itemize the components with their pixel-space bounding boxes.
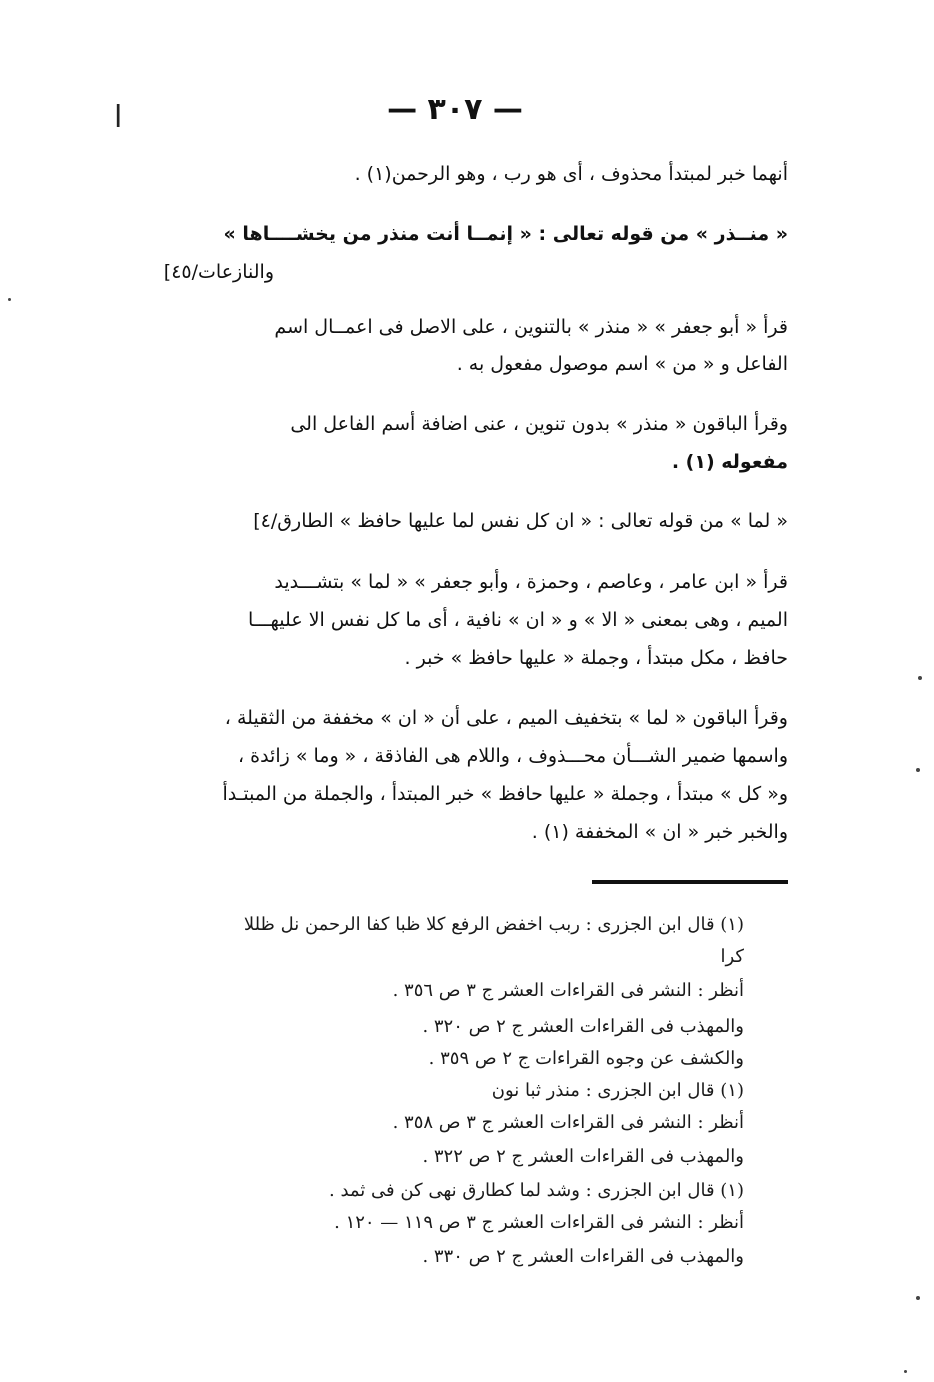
scan-speck (904, 1370, 907, 1373)
body-line: « لما » من قوله تعالى : « ان كل نفس لما عليها حافظ » الطارق/٤] (253, 510, 788, 532)
footnote-line: أنظر : النشر فى القراءات العشر ج ٣ ص ٣٥٦ . (392, 980, 744, 1001)
footnote-separator (592, 880, 788, 884)
body-line: والخبر خبر « ان » المخففة (١) . (531, 821, 788, 843)
body-line: وقرأ الباقون « لما » بتخفيف الميم ، على أن « ان » مخففة من الثقيلة ، (224, 707, 788, 729)
scan-speck (916, 1296, 920, 1300)
body-line: و« كل » مبتدأ ، وجملة « عليها حافظ » خبر المبتدأ ، والجملة من المبتـدأ (222, 783, 788, 805)
body-line: الميم ، وهى بمعنى « الا » و « ان » نافية ، أى ما كل نفس الا عليهـــا (248, 609, 788, 631)
body-line: قرأ « ابن عامر ، وعاصم ، وحمزة ، وأبو جعفر » « لما » بتشـــديد (274, 571, 788, 593)
margin-mark: ا (114, 100, 123, 135)
scan-speck (916, 768, 920, 772)
footnote-line: أنظر : النشر فى القراءات العشر ج ٣ ص ١١٩ — ١٢٠ . (334, 1212, 744, 1233)
page-number: — ٣٠٧ — (387, 92, 523, 127)
footnote-line: والكشف عن وجوه القراءات ج ٢ ص ٣٥٩ . (428, 1048, 744, 1069)
body-line: الفاعل و « من » اسم موصول مفعول به . (456, 353, 788, 375)
body-line: قرأ « أبو جعفر » « منذر » بالتنوين ، على الاصل فى اعمــال اسم (274, 316, 788, 338)
footnote-line: (١) قال ابن الجزرى : ربب اخفض الرفع كلا ظبا كفا الرحمن نل ظللا (243, 914, 744, 935)
body-line: « منــذر » من قوله تعالى : « إنمــا أنت منذر من يخشــــاها » (223, 223, 788, 245)
body-line: وقرأ الباقون « منذر » بدون تنوين ، عنى اضافة أسم الفاعل الى (290, 413, 788, 435)
footnote-line: (١) قال ابن الجزرى : وشد لما كطارق نهى كن فى ثمد . (329, 1180, 744, 1201)
footnote-line: (١) قال ابن الجزرى : منذر ثبا نون (491, 1080, 744, 1101)
scan-speck (8, 298, 11, 301)
footnote-line: والمهذب فى القراءات العشر ج ٢ ص ٣٢٢ . (422, 1146, 744, 1167)
footnote-line: أنظر : النشر فى القراءات العشر ج ٣ ص ٣٥٨ . (392, 1112, 744, 1133)
footnote-line: والمهذب فى القراءات العشر ج ٢ ص ٣٣٠ . (422, 1246, 744, 1267)
body-line: حافظ ، مكل مبتدأ ، وجملة « عليها حافظ » خبر . (404, 647, 788, 669)
body-line: مفعوله (١) . (671, 451, 788, 473)
footnote-line: والمهذب فى القراءات العشر ج ٢ ص ٣٢٠ . (422, 1016, 744, 1037)
body-line: أنهما خبر لمبتدأ محذوف ، أى هو رب ، وهو الرحمن(١) . (354, 163, 788, 185)
scan-speck (918, 676, 922, 680)
body-line: واسمها ضمير الشـــأن محـــذوف ، واللام هى الفاذقة ، « وما » زائدة ، (237, 745, 788, 767)
body-line: والنازعات/٤٥] (163, 261, 274, 283)
footnote-line: كرا (720, 946, 744, 967)
